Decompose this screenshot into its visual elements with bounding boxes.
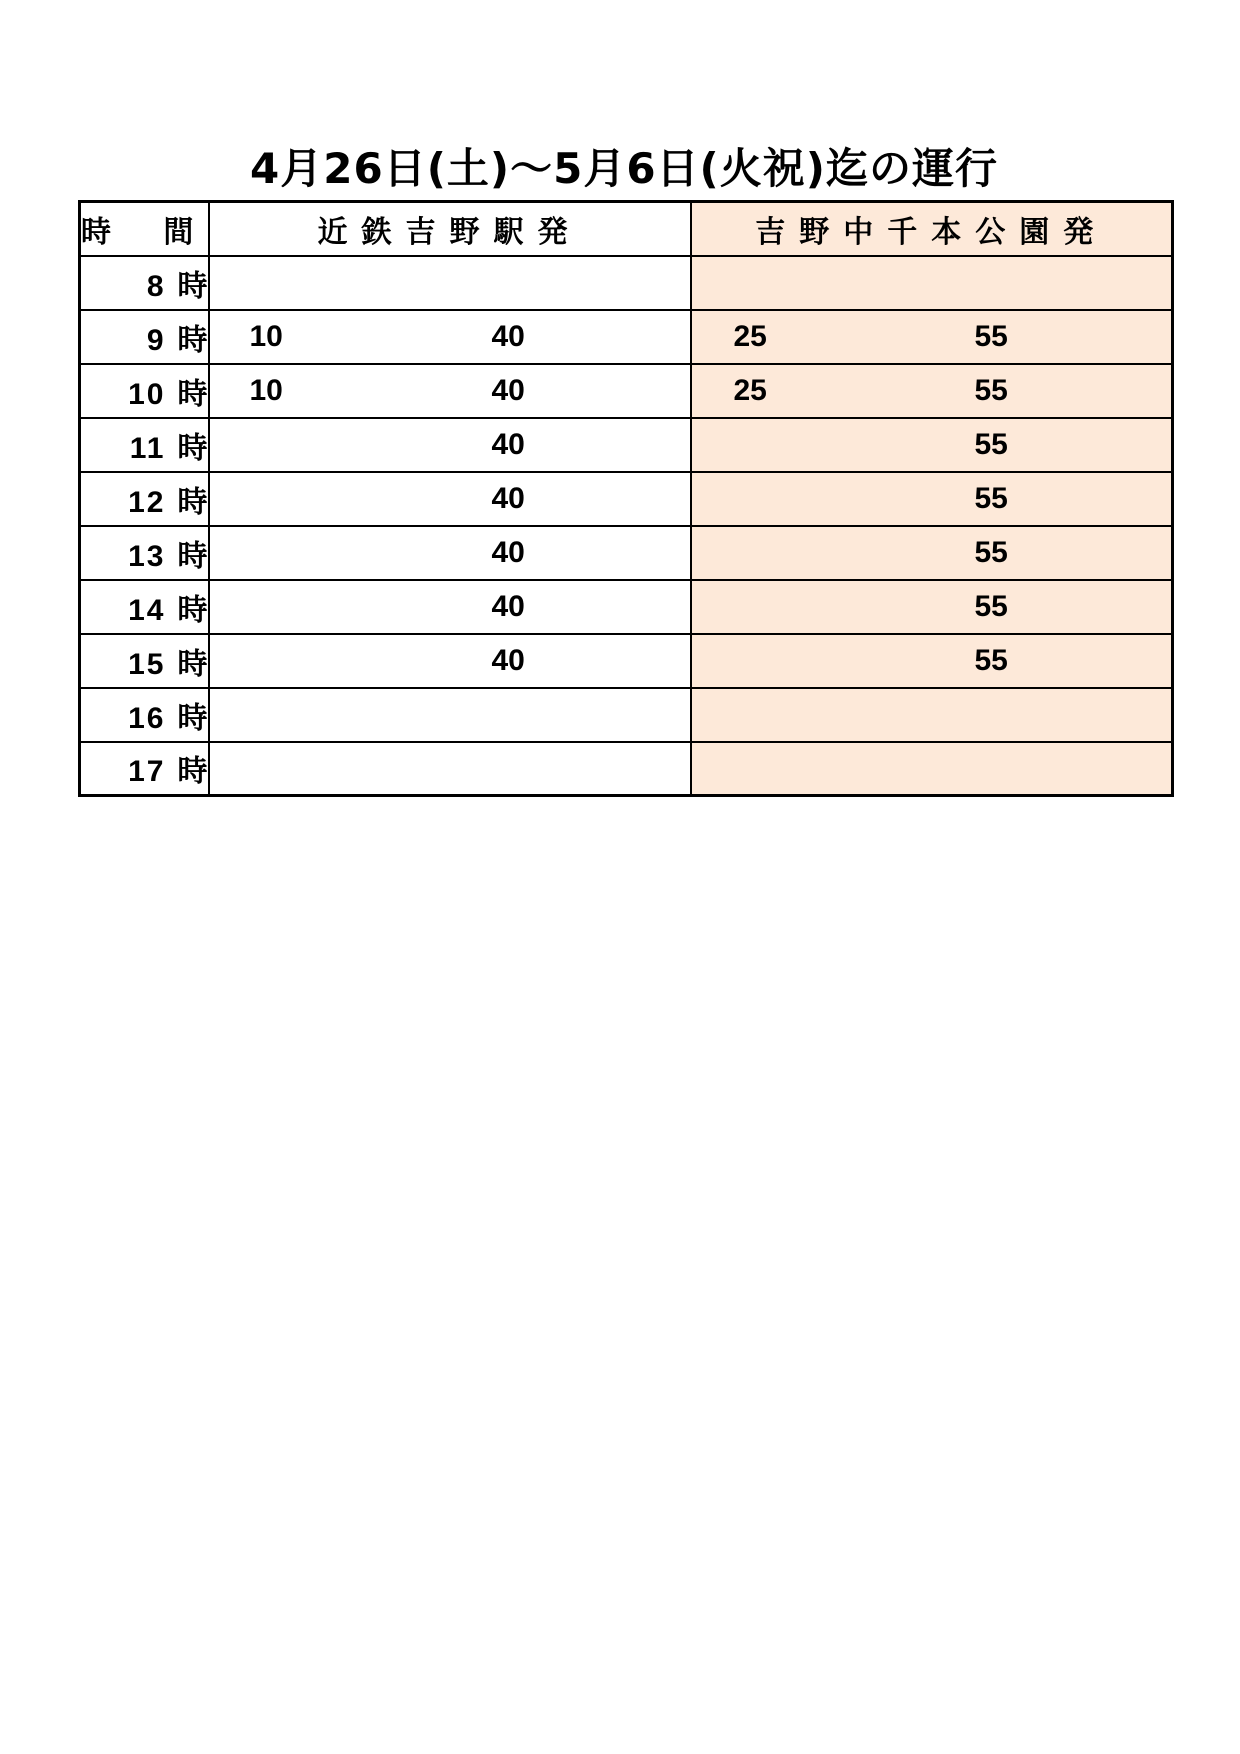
table-row [80,580,1173,634]
hour-suffix: 時 [177,593,208,627]
departure-minute: 25 [733,373,767,407]
table-row [80,310,1173,364]
hour-cell [80,742,209,796]
yoshino-departure-cell [691,418,1173,472]
departure-minute: 55 [974,373,1008,407]
departure-minute: 40 [491,427,525,461]
kintetsu-departure-cell [209,688,691,742]
hour-cell [80,256,209,310]
yoshino-departure-cell [691,742,1173,796]
hour-suffix: 時 [177,539,208,573]
table-row [80,364,1173,418]
kintetsu-departure-cell [209,256,691,310]
departure-minute: 40 [491,643,525,677]
departure-minute: 40 [491,481,525,515]
hour-suffix: 時 [177,485,208,519]
departure-minute: 55 [974,427,1008,461]
hour-cell [80,472,209,526]
yoshino-departure-cell [691,310,1173,364]
kintetsu-departure-cell [209,310,691,364]
timetable-body [80,256,1173,796]
yoshino-departure-cell [691,688,1173,742]
kintetsu-departure-cell [209,634,691,688]
kintetsu-departure-cell [209,418,691,472]
hour-number: 16 [128,701,166,735]
hour-suffix: 時 [177,701,208,735]
table-row [80,472,1173,526]
hour-number: 9 [146,323,166,357]
yoshino-departure-cell [691,472,1173,526]
departure-minute: 40 [491,535,525,569]
hour-cell [80,634,209,688]
yoshino-departure-cell [691,634,1173,688]
hour-suffix: 時 [177,647,208,681]
hour-number: 10 [128,377,166,411]
header-hour: 時 間 [80,202,209,256]
hour-number: 15 [128,647,166,681]
kintetsu-departure-cell [209,364,691,418]
hour-cell [80,688,209,742]
timetable [78,200,1174,797]
hour-cell [80,310,209,364]
departure-minute: 40 [491,373,525,407]
hour-cell [80,364,209,418]
departure-minute: 40 [491,319,525,353]
kintetsu-departure-cell [209,580,691,634]
page-title: 4月26日(土)～5月6日(火祝)迄の運行 [250,144,998,193]
table-row [80,526,1173,580]
yoshino-departure-cell [691,580,1173,634]
hour-suffix: 時 [177,269,208,303]
hour-number: 14 [128,593,166,627]
hour-cell [80,526,209,580]
departure-minute: 10 [249,319,283,353]
hour-cell [80,580,209,634]
departure-minute: 55 [974,589,1008,623]
hour-number: 8 [146,269,166,303]
departure-minute: 55 [974,643,1008,677]
header-row [80,202,1173,256]
hour-suffix: 時 [177,323,208,357]
departure-minute: 25 [733,319,767,353]
hour-number: 17 [128,755,166,789]
table-row [80,418,1173,472]
departure-minute: 40 [491,589,525,623]
table-row [80,742,1173,796]
hour-number: 13 [128,539,166,573]
hour-suffix: 時 [177,755,208,789]
kintetsu-departure-cell [209,526,691,580]
hour-suffix: 時 [177,431,208,465]
header-kintetsu-yoshino-station: 近鉄吉野駅発 [209,202,691,256]
kintetsu-departure-cell [209,742,691,796]
hour-number: 11 [129,431,166,465]
yoshino-departure-cell [691,364,1173,418]
table-row [80,634,1173,688]
departure-minute: 55 [974,535,1008,569]
table-row [80,256,1173,310]
hour-number: 12 [128,485,166,519]
yoshino-departure-cell [691,256,1173,310]
hour-suffix: 時 [177,377,208,411]
departure-minute: 10 [249,373,283,407]
table-row [80,688,1173,742]
hour-cell [80,418,209,472]
yoshino-departure-cell [691,526,1173,580]
departure-minute: 55 [974,319,1008,353]
departure-minute: 55 [974,481,1008,515]
kintetsu-departure-cell [209,472,691,526]
header-yoshino-nakasenbon-park: 吉野中千本公園発 [691,202,1173,256]
